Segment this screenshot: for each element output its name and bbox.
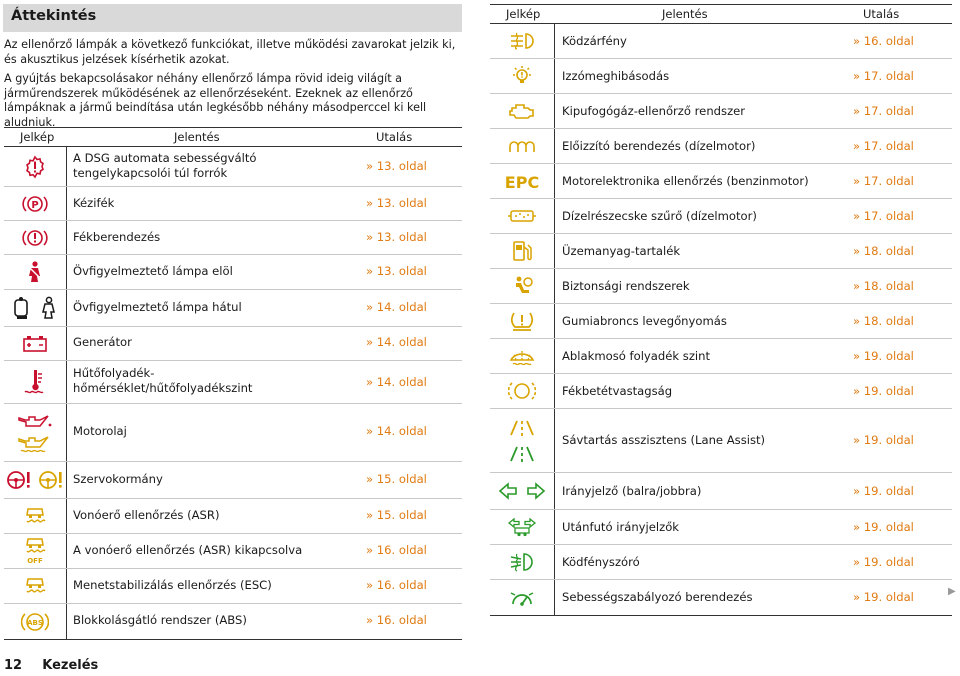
table-row bbox=[490, 59, 952, 94]
table-row bbox=[4, 290, 462, 327]
row-meaning: Fékbetétvastagság bbox=[562, 384, 673, 398]
page-reference-link[interactable]: » 19. oldal bbox=[853, 349, 914, 363]
battery-icon bbox=[21, 334, 49, 354]
table-row bbox=[490, 94, 952, 129]
section-name: Kezelés bbox=[42, 658, 99, 673]
header-symbol: Jelkép bbox=[506, 7, 541, 21]
table-row bbox=[4, 255, 462, 290]
table-row bbox=[4, 147, 462, 187]
page-reference-link[interactable]: » 17. oldal bbox=[853, 174, 914, 188]
page-reference-link[interactable]: » 16. oldal bbox=[853, 34, 914, 48]
page-reference-link[interactable]: » 19. oldal bbox=[853, 433, 914, 447]
page-reference-link[interactable]: » 18. oldal bbox=[853, 314, 914, 328]
page-reference-link[interactable]: » 16. oldal bbox=[366, 613, 427, 627]
row-meaning: Ablakmosó folyadék szint bbox=[562, 349, 711, 363]
table-row bbox=[490, 304, 952, 339]
seatbelt-rear-person-icon bbox=[39, 296, 59, 320]
table-header bbox=[490, 5, 952, 24]
page-reference-link[interactable]: » 14. oldal bbox=[366, 424, 427, 438]
turn-signal-icon bbox=[498, 482, 546, 500]
table-row bbox=[4, 462, 462, 499]
gearbox-warning-icon bbox=[23, 155, 47, 179]
fuel-pump-icon bbox=[511, 239, 533, 263]
page-reference-link[interactable]: » 14. oldal bbox=[366, 335, 427, 349]
row-meaning: Irányjelző (balra/jobbra) bbox=[562, 484, 702, 498]
table-row bbox=[4, 327, 462, 361]
rear-fog-light-icon bbox=[509, 31, 535, 51]
page-reference-link[interactable]: » 14. oldal bbox=[366, 375, 427, 389]
seatbelt-front-icon bbox=[25, 260, 45, 284]
table-row bbox=[490, 129, 952, 164]
oil-level-icon bbox=[17, 435, 53, 453]
page-reference-link[interactable]: » 19. oldal bbox=[853, 590, 914, 604]
warning-lights-table-right bbox=[490, 4, 952, 616]
page-reference-link[interactable]: » 15. oldal bbox=[366, 472, 427, 486]
coolant-temperature-icon bbox=[23, 368, 47, 396]
page-reference-link[interactable]: » 19. oldal bbox=[853, 384, 914, 398]
bulb-failure-icon bbox=[510, 65, 534, 87]
row-meaning: Generátor bbox=[73, 335, 132, 349]
traction-control-off-icon bbox=[23, 537, 47, 565]
table-row bbox=[4, 221, 462, 255]
table-header bbox=[4, 128, 462, 147]
page-reference-link[interactable]: » 17. oldal bbox=[853, 104, 914, 118]
stability-control-icon bbox=[23, 574, 47, 598]
intro-paragraph-1: Az ellenőrző lámpák a következő funkciókat, illetve működési zavarokat jelzik ki, és akusztikus jelzések kísérhetik azokat. bbox=[4, 38, 456, 66]
page-reference-link[interactable]: » 16. oldal bbox=[366, 543, 427, 557]
table-row bbox=[4, 187, 462, 221]
page-reference-link[interactable]: » 19. oldal bbox=[853, 484, 914, 498]
traction-control-icon bbox=[23, 504, 47, 528]
svg-text:EPC: EPC bbox=[505, 173, 539, 191]
table-row bbox=[490, 473, 952, 510]
parking-brake-icon bbox=[22, 194, 48, 214]
table-row bbox=[490, 510, 952, 545]
row-meaning: Előizzító berendezés (dízelmotor) bbox=[562, 139, 756, 153]
table-row bbox=[490, 24, 952, 59]
page-reference-link[interactable]: » 17. oldal bbox=[853, 139, 914, 153]
row-meaning: Gumiabroncs levegőnyomás bbox=[562, 314, 727, 328]
lane-assist-icon bbox=[508, 419, 536, 437]
svg-text:P: P bbox=[31, 199, 39, 211]
header-meaning: Jelentés bbox=[662, 7, 708, 21]
page-reference-link[interactable]: » 17. oldal bbox=[853, 209, 914, 223]
table-row bbox=[490, 199, 952, 234]
trailer-turn-signal-icon bbox=[507, 517, 537, 537]
brake-pad-wear-icon bbox=[508, 380, 536, 402]
table-row bbox=[490, 545, 952, 580]
page-reference-link[interactable]: » 19. oldal bbox=[853, 555, 914, 569]
abs-icon bbox=[21, 611, 49, 633]
row-meaning: Ködzárfény bbox=[562, 34, 627, 48]
row-meaning: Kipufogógáz-ellenőrző rendszer bbox=[562, 104, 746, 118]
power-steering-amber-icon bbox=[37, 469, 65, 491]
page-reference-link[interactable]: » 13. oldal bbox=[366, 159, 427, 173]
table-row bbox=[490, 269, 952, 304]
table-row bbox=[4, 404, 462, 462]
row-meaning: A vonóerő ellenőrzés (ASR) kikapcsolva bbox=[73, 543, 303, 557]
page-reference-link[interactable]: » 15. oldal bbox=[366, 508, 427, 522]
svg-text:ABS: ABS bbox=[27, 618, 43, 627]
table-row bbox=[490, 234, 952, 269]
glow-plug-icon bbox=[507, 138, 537, 154]
row-meaning: Sebességszabályozó berendezés bbox=[562, 590, 753, 604]
intro-text bbox=[4, 38, 462, 136]
page-reference-link[interactable]: » 13. oldal bbox=[366, 196, 427, 210]
seatbelt-rear-icon bbox=[11, 296, 33, 320]
row-meaning: Ködfényszóró bbox=[562, 555, 640, 569]
row-meaning: A DSG automata sebességváltó tengelykapcsolói túl forrók bbox=[73, 151, 257, 180]
page-reference-link[interactable]: » 13. oldal bbox=[366, 264, 427, 278]
row-meaning: Övfigyelmeztető lámpa elöl bbox=[73, 264, 233, 278]
svg-text:OFF: OFF bbox=[27, 557, 43, 565]
diesel-particulate-filter-icon bbox=[507, 207, 537, 225]
row-meaning: Blokkolásgátló rendszer (ABS) bbox=[73, 613, 247, 627]
row-meaning: Övfigyelmeztető lámpa hátul bbox=[73, 300, 242, 314]
cruise-control-icon bbox=[509, 587, 535, 609]
row-meaning: Szervokormány bbox=[73, 472, 163, 486]
page-reference-link[interactable]: » 18. oldal bbox=[853, 244, 914, 258]
header-symbol: Jelkép bbox=[20, 130, 55, 144]
row-meaning: Dízelrészecske szűrő (dízelmotor) bbox=[562, 209, 757, 223]
epc-icon bbox=[505, 171, 539, 191]
header-reference: Utalás bbox=[376, 130, 413, 144]
table-row bbox=[4, 499, 462, 534]
row-meaning: Vonóerő ellenőrzés (ASR) bbox=[73, 508, 220, 522]
row-meaning: Izzómeghibásodás bbox=[562, 69, 670, 83]
lane-assist-active-icon bbox=[508, 445, 536, 463]
row-meaning: Utánfutó irányjelzők bbox=[562, 520, 680, 534]
page-reference-link[interactable]: » 17. oldal bbox=[853, 69, 914, 83]
page-reference-link[interactable]: » 14. oldal bbox=[366, 300, 427, 314]
power-steering-icon bbox=[5, 469, 33, 491]
table-row bbox=[490, 339, 952, 374]
page-reference-link[interactable]: » 18. oldal bbox=[853, 279, 914, 293]
washer-fluid-icon bbox=[508, 346, 536, 366]
page-number: 12 bbox=[4, 658, 23, 673]
tyre-pressure-icon bbox=[509, 310, 535, 332]
row-meaning: Motorelektronika ellenőrzés (benzinmotor) bbox=[562, 174, 809, 188]
warning-lights-table-left bbox=[4, 127, 462, 640]
brake-system-icon bbox=[22, 228, 48, 248]
row-meaning: Sávtartás asszisztens (Lane Assist) bbox=[562, 433, 766, 447]
row-meaning: Motorolaj bbox=[73, 424, 127, 438]
table-row bbox=[490, 374, 952, 409]
row-meaning: Üzemanyag-tartalék bbox=[562, 244, 681, 258]
continue-arrow-icon: ▶ bbox=[948, 586, 956, 597]
page-reference-link[interactable]: » 13. oldal bbox=[366, 230, 427, 244]
table-row bbox=[490, 164, 952, 199]
table-row bbox=[4, 604, 462, 639]
table-row bbox=[490, 580, 952, 615]
front-fog-light-icon bbox=[509, 551, 535, 573]
row-meaning: Biztonsági rendszerek bbox=[562, 279, 690, 293]
page-footer bbox=[4, 658, 98, 673]
row-meaning: Menetstabilizálás ellenőrzés (ESC) bbox=[73, 578, 272, 592]
row-meaning: Hűtőfolyadék-hőmérséklet/hűtőfolyadékszint bbox=[73, 366, 253, 395]
table-row bbox=[4, 569, 462, 604]
table-row bbox=[4, 534, 462, 569]
table-row bbox=[4, 361, 462, 404]
page-reference-link[interactable]: » 19. oldal bbox=[853, 520, 914, 534]
intro-paragraph-2: A gyújtás bekapcsolásakor néhány ellenőrző lámpa rövid ideig világít a járműrendszerek működésének az ellenőrzéseként. Ezeknek az ellenőrző lámpáknak a jármű beindítása után legkésőbb néhány másodperccel ki kell aludniuk. bbox=[4, 72, 427, 129]
header-meaning: Jelentés bbox=[174, 130, 220, 144]
oil-can-icon bbox=[17, 413, 53, 429]
table-row bbox=[490, 409, 952, 473]
engine-check-icon bbox=[508, 101, 536, 121]
section-title: Áttekintés bbox=[3, 4, 462, 32]
page-reference-link[interactable]: » 16. oldal bbox=[366, 578, 427, 592]
row-meaning: Kézifék bbox=[73, 196, 115, 210]
header-reference: Utalás bbox=[863, 7, 900, 21]
row-meaning: Fékberendezés bbox=[73, 230, 161, 244]
airbag-icon bbox=[510, 274, 534, 298]
